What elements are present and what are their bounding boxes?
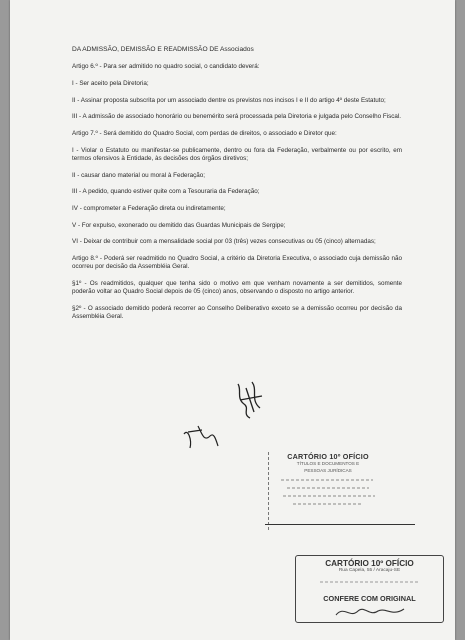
paragraph: Artigo 7.º - Será demitido do Quadro Social, com perdas de direitos, o associado e Diretor que:	[72, 130, 337, 138]
conference-stamp-title: CARTÓRIO 10º OFÍCIO	[325, 559, 414, 568]
conference-stamp	[295, 555, 444, 623]
paragraph: §2º - O associado demitido poderá recorrer ao Conselho Deliberativo exceto se a demissão ocorreu por decisão da Assembléia Geral.	[72, 304, 402, 321]
signature-mark-center	[232, 378, 272, 424]
registry-stamp-line: TÍTULOS E DOCUMENTOS E	[296, 461, 360, 466]
paragraph: III - A admissão de associado honorário ou benemérito será processada pela Diretoria e julgada pelo Conselho Fiscal.	[72, 113, 402, 121]
registry-stamp-line: PESSOAS JURÍDICAS	[304, 467, 352, 473]
conference-stamp-address: Rua Capela, 55 / Aracaju-SE	[338, 568, 401, 573]
paragraph: II - causar dano material ou moral à Federação;	[72, 171, 206, 179]
section-heading: DA ADMISSÃO, DEMISSÃO E READMISSÃO DE Associados	[72, 46, 254, 53]
conference-signature	[330, 603, 410, 621]
signature-mark-left	[180, 420, 222, 454]
registry-stamp-scribble	[273, 474, 383, 514]
paragraph: Artigo 8.º - Poderá ser readmitido no Quadro Social, a critério da Diretoria Executiva, o associado cuja demissão não ocorreu por decisão da Assembléia Geral.	[72, 255, 402, 271]
document-page	[10, 0, 455, 640]
paragraph: Artigo 6.º - Para ser admitido no quadro social, o candidato deverá:	[72, 63, 260, 71]
signature-line	[265, 524, 415, 525]
paragraph: V - For expulso, exonerado ou demitido das Guardas Municipais de Sergipe;	[72, 221, 286, 229]
registry-stamp	[268, 452, 387, 530]
conference-stamp-lines	[310, 577, 430, 587]
paragraph: I - Ser aceito pela Diretoria;	[72, 79, 149, 87]
paragraph: I - Violar o Estatuto ou manifestar-se publicamente, dentro ou fora da Federação, verbalmente ou por escrito, em termos ofensivos à Entidade, às decisões dos órgãos diretivos;	[72, 146, 402, 162]
paragraph: VI - Deixar de contribuir com a mensalidade social por 03 (três) vezes consecutivas ou 05 (cinco) alternadas;	[72, 238, 376, 246]
paragraph: III - A pedido, quando estiver quite com a Tesouraria da Federação;	[72, 188, 260, 196]
paragraph: §1º - Os readmitidos, qualquer que tenha sido o motivo em que venham novamente a ser demitidos, somente poderão voltar ao Quadro Social depois de 05 (cinco) anos, observando o disposto no artigo anterior.	[72, 280, 402, 296]
conference-stamp-label: CONFERE COM ORIGINAL	[323, 594, 416, 603]
paragraph: II - Assinar proposta subscrita por um associado dentre os previstos nos incisos I e II do artigo 4º deste Estatuto;	[72, 96, 386, 104]
document-body	[72, 46, 402, 330]
registry-stamp-title: CARTÓRIO 10º OFÍCIO	[287, 452, 369, 461]
paragraph: IV - comprometer a Federação direta ou indiretamente;	[72, 205, 226, 213]
